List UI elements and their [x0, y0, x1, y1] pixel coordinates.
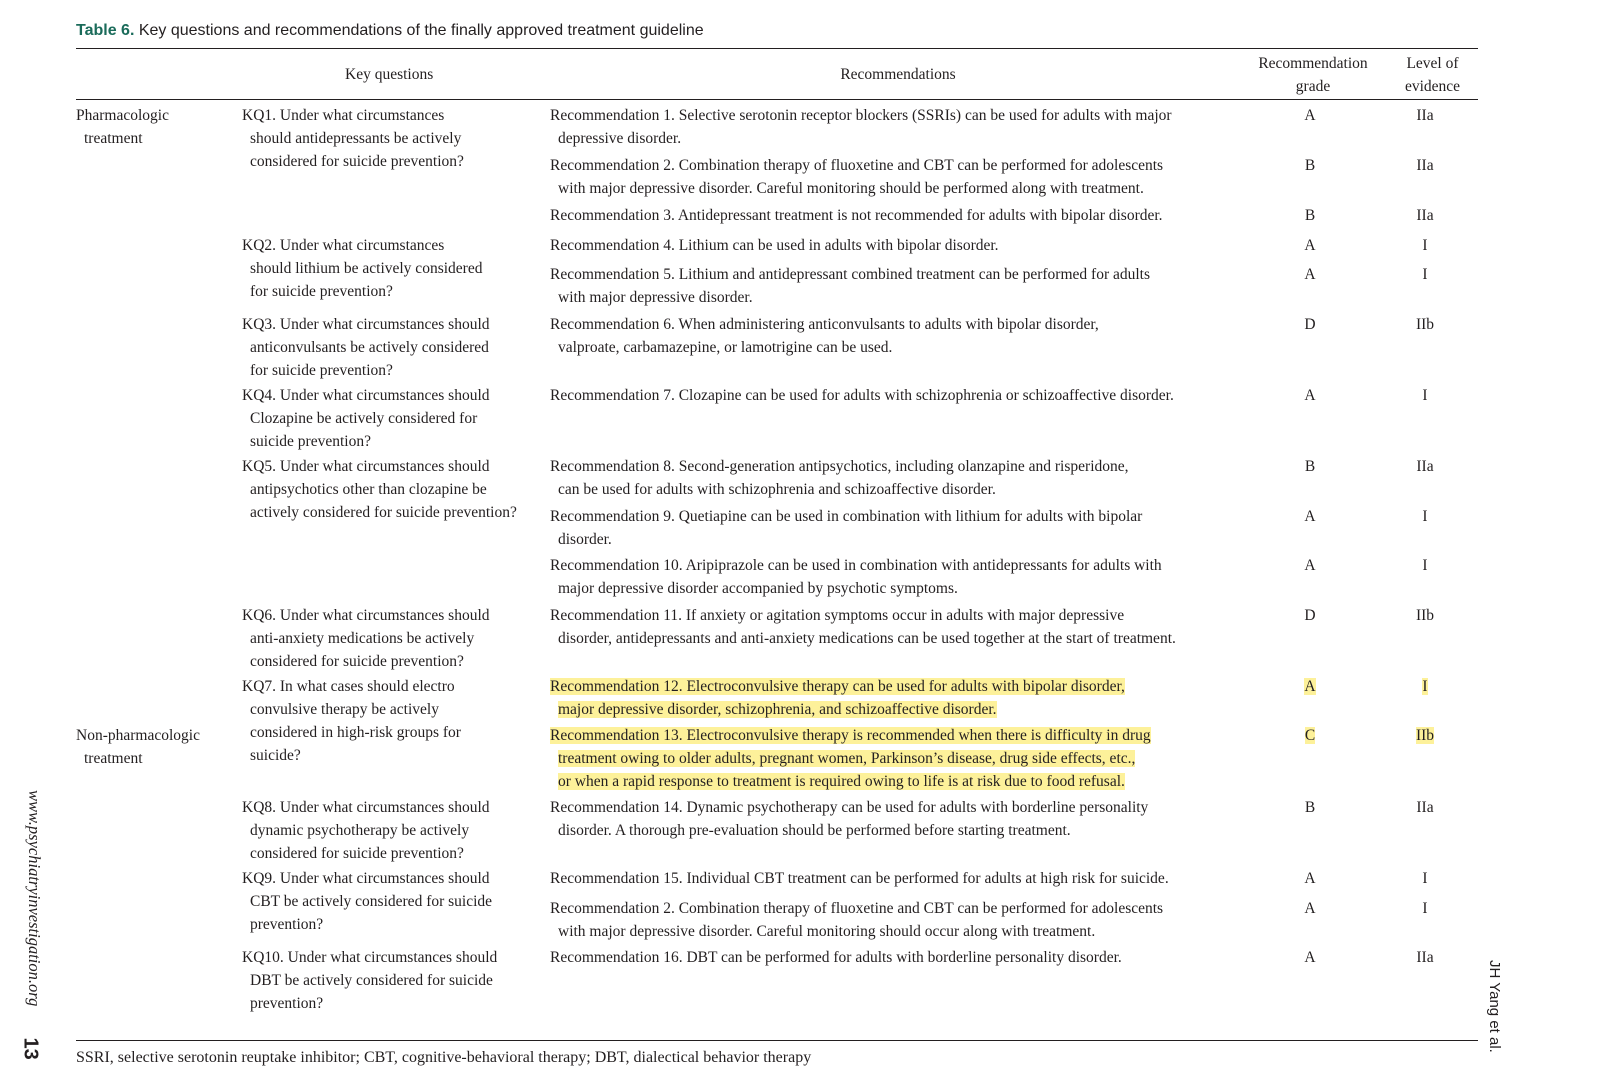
recommendation — [550, 505, 1250, 551]
text-line — [242, 127, 542, 150]
level-value: I — [1422, 508, 1428, 525]
grade-value: A — [1304, 870, 1316, 887]
text-line-content: Recommendation 15. Individual CBT treatment can be performed for adults at high risk for suicide. — [550, 870, 1169, 887]
key-question — [242, 946, 542, 1015]
text-line-content: KQ10. Under what circumstances should — [242, 949, 498, 966]
text-line-content: KQ1. Under what circumstances — [242, 107, 445, 124]
grade-value: D — [1304, 607, 1316, 624]
text-line-content: for suicide prevention? — [250, 283, 393, 300]
level-of-evidence — [1405, 234, 1445, 257]
level-of-evidence — [1405, 946, 1445, 969]
text-line — [550, 577, 1250, 600]
text-line-content: Recommendation 9. Quetiapine can be used in combination with lithium for adults with bipolar — [550, 508, 1143, 525]
level-of-evidence — [1405, 505, 1445, 528]
text-line — [550, 313, 1250, 336]
text-line — [242, 946, 542, 969]
text-line — [242, 842, 542, 865]
level-value: I — [1422, 678, 1428, 695]
text-line-content: suicide prevention? — [250, 433, 371, 450]
text-line-content: for suicide prevention? — [250, 362, 393, 379]
grade-value: A — [1304, 557, 1316, 574]
recommendation-grade — [1290, 897, 1330, 920]
text-line — [242, 104, 542, 127]
text-line — [550, 796, 1250, 819]
text-line-content: Recommendation 14. Dynamic psychotherapy can be used for adults with borderline personality — [550, 799, 1149, 816]
text-line-content: with major depressive disorder. — [558, 289, 753, 306]
level-value: IIa — [1416, 207, 1434, 224]
recommendation — [550, 154, 1250, 200]
grade-value: A — [1304, 900, 1316, 917]
text-line-content: KQ5. Under what circumstances should — [242, 458, 490, 475]
grade-value: A — [1304, 107, 1316, 124]
text-line — [242, 627, 542, 650]
text-line — [242, 257, 542, 280]
text-line — [550, 867, 1250, 890]
level-of-evidence — [1405, 204, 1445, 227]
text-line — [242, 478, 542, 501]
text-line — [242, 867, 542, 890]
text-line-content: KQ6. Under what circumstances should — [242, 607, 490, 624]
recommendation — [550, 104, 1250, 150]
recommendation — [550, 455, 1250, 501]
text-line — [242, 744, 542, 767]
level-of-evidence — [1405, 313, 1445, 336]
text-line — [550, 177, 1250, 200]
text-line — [550, 204, 1250, 227]
header-key-questions: Key questions — [345, 66, 434, 83]
journal-url: www.psychiatryinvestigation.org — [25, 790, 44, 1007]
recommendation-grade — [1290, 604, 1330, 627]
text-line — [550, 604, 1250, 627]
level-of-evidence — [1405, 724, 1445, 747]
text-line-content: Recommendation 12. Electroconvulsive therapy can be used for adults with bipolar disorder, — [550, 678, 1125, 695]
text-line-content: treatment — [84, 750, 143, 767]
recommendation-grade — [1290, 104, 1330, 127]
text-line — [242, 698, 542, 721]
text-line-content: Recommendation 16. DBT can be performed for adults with borderline personality disorder. — [550, 949, 1122, 966]
level-of-evidence — [1405, 104, 1445, 127]
key-question — [242, 234, 542, 303]
text-line — [550, 455, 1250, 478]
section-label — [76, 104, 236, 150]
recommendation — [550, 796, 1250, 842]
text-line-content: Recommendation 3. Antidepressant treatment is not recommended for adults with bipolar disorder. — [550, 207, 1163, 224]
recommendation — [550, 946, 1250, 969]
text-line-content: or when a rapid response to treatment is required owing to life is at risk due to food refusal. — [558, 773, 1125, 790]
text-line-content: should lithium be actively considered — [250, 260, 483, 277]
level-value: I — [1422, 387, 1428, 404]
text-line-content: should antidepressants be actively — [250, 130, 462, 147]
grade-value: A — [1304, 949, 1316, 966]
level-of-evidence — [1405, 897, 1445, 920]
level-value: IIa — [1416, 157, 1434, 174]
recommendation-grade — [1290, 455, 1330, 478]
level-value: IIa — [1416, 458, 1434, 475]
header-level-line: evidence — [1404, 78, 1461, 95]
text-line-content: disorder. A thorough pre-evaluation should be performed before starting treatment. — [558, 822, 1071, 839]
recommendation-grade — [1290, 263, 1330, 286]
recommendation-grade — [1290, 234, 1330, 257]
recommendation-grade — [1290, 554, 1330, 577]
level-of-evidence — [1405, 263, 1445, 286]
recommendation-grade — [1290, 675, 1330, 698]
text-line-content: depressive disorder. — [558, 130, 682, 147]
level-of-evidence — [1405, 867, 1445, 890]
text-line — [242, 796, 542, 819]
level-value: IIa — [1416, 949, 1434, 966]
level-of-evidence — [1405, 796, 1445, 819]
text-line — [550, 263, 1250, 286]
level-value: I — [1422, 870, 1428, 887]
text-line — [242, 384, 542, 407]
recommendation — [550, 897, 1250, 943]
text-line-content: considered for suicide prevention? — [250, 153, 464, 170]
text-line-content: major depressive disorder accompanied by psychotic symptoms. — [558, 580, 958, 597]
text-line — [242, 150, 542, 173]
text-line-content: Recommendation 11. If anxiety or agitation symptoms occur in adults with major depressive — [550, 607, 1125, 624]
header-grade-line: grade — [1295, 78, 1331, 95]
text-line — [242, 721, 542, 744]
text-line — [242, 992, 542, 1015]
table-title: Key questions and recommendations of the finally approved treatment guideline — [134, 22, 704, 39]
level-value: I — [1422, 237, 1428, 254]
text-line-content: Recommendation 5. Lithium and antidepressant combined treatment can be performed for adults — [550, 266, 1151, 283]
recommendation-grade — [1290, 796, 1330, 819]
text-line-content: can be used for adults with schizophrenia and schizoaffective disorder. — [558, 481, 996, 498]
text-line — [242, 650, 542, 673]
text-line — [550, 920, 1250, 943]
text-line-content: treatment owing to older adults, pregnant women, Parkinson’s disease, drug side effects, etc., — [558, 750, 1136, 767]
text-line-content: major depressive disorder, schizophrenia, and schizoaffective disorder. — [558, 701, 997, 718]
recommendation — [550, 675, 1250, 721]
text-line-content: prevention? — [250, 995, 324, 1012]
text-line-content: DBT be actively considered for suicide — [250, 972, 493, 989]
text-line — [76, 724, 236, 747]
grade-value: D — [1304, 316, 1316, 333]
text-line — [242, 455, 542, 478]
text-line — [550, 127, 1250, 150]
level-value: I — [1422, 900, 1428, 917]
text-line-content: valproate, carbamazepine, or lamotrigine can be used. — [558, 339, 893, 356]
text-line — [550, 286, 1250, 309]
recommendation — [550, 724, 1250, 793]
header-recommendations: Recommendations — [840, 66, 956, 83]
recommendation — [550, 867, 1250, 890]
grade-value: A — [1304, 678, 1316, 695]
level-value: IIb — [1415, 727, 1435, 744]
recommendation-grade — [1290, 505, 1330, 528]
running-author: JH Yang et al. — [1486, 960, 1503, 1053]
text-line — [550, 528, 1250, 551]
text-line-content: CBT be actively considered for suicide — [250, 893, 493, 910]
text-line — [550, 819, 1250, 842]
text-line-content: Pharmacologic — [76, 107, 169, 124]
table-footnote: SSRI, selective serotonin reuptake inhibitor; CBT, cognitive-behavioral therapy; DBT, dialectical behavior therapy — [76, 1049, 812, 1066]
level-value: I — [1422, 266, 1428, 283]
text-line-content: treatment — [84, 130, 143, 147]
text-line-content: actively considered for suicide prevention? — [250, 504, 517, 521]
text-line-content: Non-pharmacologic — [76, 727, 200, 744]
text-line-content: anticonvulsants be actively considered — [250, 339, 489, 356]
text-line — [242, 890, 542, 913]
recommendation — [550, 234, 1250, 257]
key-question — [242, 796, 542, 865]
grade-value: B — [1304, 458, 1316, 475]
text-line — [550, 384, 1250, 407]
level-of-evidence — [1405, 455, 1445, 478]
text-line — [550, 554, 1250, 577]
text-line-content: prevention? — [250, 916, 324, 933]
text-line-content: considered for suicide prevention? — [250, 845, 464, 862]
text-line-content: disorder. — [558, 531, 612, 548]
text-line — [550, 336, 1250, 359]
text-line — [242, 407, 542, 430]
recommendation — [550, 384, 1250, 407]
text-line — [550, 154, 1250, 177]
text-line-content: dynamic psychotherapy be actively — [250, 822, 470, 839]
level-value: IIb — [1415, 316, 1435, 333]
recommendation — [550, 554, 1250, 600]
section-label — [76, 724, 236, 770]
level-of-evidence — [1405, 604, 1445, 627]
recommendation-grade — [1290, 313, 1330, 336]
level-value: IIa — [1416, 107, 1434, 124]
recommendation — [550, 204, 1250, 227]
level-of-evidence — [1405, 675, 1445, 698]
text-line — [242, 819, 542, 842]
text-line-content: Recommendation 1. Selective serotonin receptor blockers (SSRIs) can be used for adults with major — [550, 107, 1172, 124]
text-line-content: considered for suicide prevention? — [250, 653, 464, 670]
key-question — [242, 104, 542, 173]
text-line-content: KQ2. Under what circumstances — [242, 237, 445, 254]
text-line-content: Recommendation 13. Electroconvulsive therapy is recommended when there is difficulty in drug — [550, 727, 1151, 744]
grade-value: A — [1304, 266, 1316, 283]
recommendation-grade — [1290, 724, 1330, 747]
text-line — [550, 627, 1250, 650]
level-value: IIa — [1416, 799, 1434, 816]
text-line — [550, 747, 1250, 770]
text-line — [242, 430, 542, 453]
grade-value: B — [1304, 157, 1316, 174]
text-line — [550, 675, 1250, 698]
text-line — [242, 359, 542, 382]
grade-value: A — [1304, 508, 1316, 525]
grade-value: A — [1304, 387, 1316, 404]
text-line — [550, 897, 1250, 920]
text-line-content: Clozapine be actively considered for — [250, 410, 478, 427]
text-line-content: Recommendation 8. Second-generation antipsychotics, including olanzapine and risperidone, — [550, 458, 1129, 475]
text-line-content: Recommendation 2. Combination therapy of fluoxetine and CBT can be performed for adolescents — [550, 900, 1164, 917]
text-line-content: anti-anxiety medications be actively — [250, 630, 475, 647]
text-line — [550, 505, 1250, 528]
level-of-evidence — [1405, 384, 1445, 407]
text-line-content: Recommendation 6. When administering anticonvulsants to adults with bipolar disorder, — [550, 316, 1099, 333]
text-line — [242, 604, 542, 627]
key-question — [242, 604, 542, 673]
text-line-content: with major depressive disorder. Careful monitoring should occur along with treatment. — [558, 923, 1096, 940]
level-value: I — [1422, 557, 1428, 574]
recommendation-grade — [1290, 204, 1330, 227]
text-line-content: considered in high-risk groups for — [250, 724, 461, 741]
grade-value: B — [1304, 207, 1316, 224]
key-question — [242, 455, 542, 524]
text-line-content: suicide? — [250, 747, 301, 764]
key-question — [242, 313, 542, 382]
key-question — [242, 675, 542, 767]
text-line — [242, 280, 542, 303]
grade-value: C — [1304, 727, 1316, 744]
recommendation-grade — [1290, 946, 1330, 969]
header-grade-line: Recommendation — [1258, 55, 1368, 72]
recommendation — [550, 604, 1250, 650]
text-line-content: KQ9. Under what circumstances should — [242, 870, 490, 887]
text-line-content: KQ4. Under what circumstances should — [242, 387, 490, 404]
recommendation — [550, 263, 1250, 309]
text-line-content: disorder, antidepressants and anti-anxiety medications can be used together at the start of treatment. — [558, 630, 1176, 647]
text-line — [242, 313, 542, 336]
text-line — [76, 747, 236, 770]
text-line — [550, 478, 1250, 501]
text-line-content: Recommendation 2. Combination therapy of fluoxetine and CBT can be performed for adolescents — [550, 157, 1164, 174]
level-of-evidence — [1405, 554, 1445, 577]
header-level-line: Level of — [1406, 55, 1459, 72]
key-question — [242, 867, 542, 936]
text-line-content: KQ7. In what cases should electro — [242, 678, 455, 695]
text-line-content: antipsychotics other than clozapine be — [250, 481, 487, 498]
text-line-content: Recommendation 4. Lithium can be used in adults with bipolar disorder. — [550, 237, 999, 254]
text-line — [242, 913, 542, 936]
text-line — [242, 336, 542, 359]
text-line-content: Recommendation 10. Aripiprazole can be used in combination with antidepressants for adults with — [550, 557, 1162, 574]
recommendation-grade — [1290, 154, 1330, 177]
text-line — [550, 104, 1250, 127]
grade-value: B — [1304, 799, 1316, 816]
key-question — [242, 384, 542, 453]
text-line — [76, 127, 236, 150]
text-line — [242, 675, 542, 698]
recommendation-grade — [1290, 867, 1330, 890]
table-label: Table 6. — [76, 22, 135, 39]
recommendation-grade — [1290, 384, 1330, 407]
text-line — [550, 234, 1250, 257]
text-line — [76, 104, 236, 127]
text-line — [550, 698, 1250, 721]
level-of-evidence — [1405, 154, 1445, 177]
text-line — [550, 724, 1250, 747]
text-line — [242, 234, 542, 257]
text-line-content: with major depressive disorder. Careful monitoring should be performed along with treatment. — [558, 180, 1144, 197]
text-line — [242, 501, 542, 524]
grade-value: A — [1304, 237, 1316, 254]
level-value: IIb — [1415, 607, 1435, 624]
text-line — [550, 770, 1250, 793]
page-number: 13 — [19, 1037, 42, 1060]
recommendation — [550, 313, 1250, 359]
text-line-content: convulsive therapy be actively — [250, 701, 439, 718]
text-line — [550, 946, 1250, 969]
text-line-content: KQ8. Under what circumstances should — [242, 799, 490, 816]
text-line — [242, 969, 542, 992]
text-line-content: Recommendation 7. Clozapine can be used for adults with schizophrenia or schizoaffective disorder. — [550, 387, 1174, 404]
text-line-content: KQ3. Under what circumstances should — [242, 316, 490, 333]
